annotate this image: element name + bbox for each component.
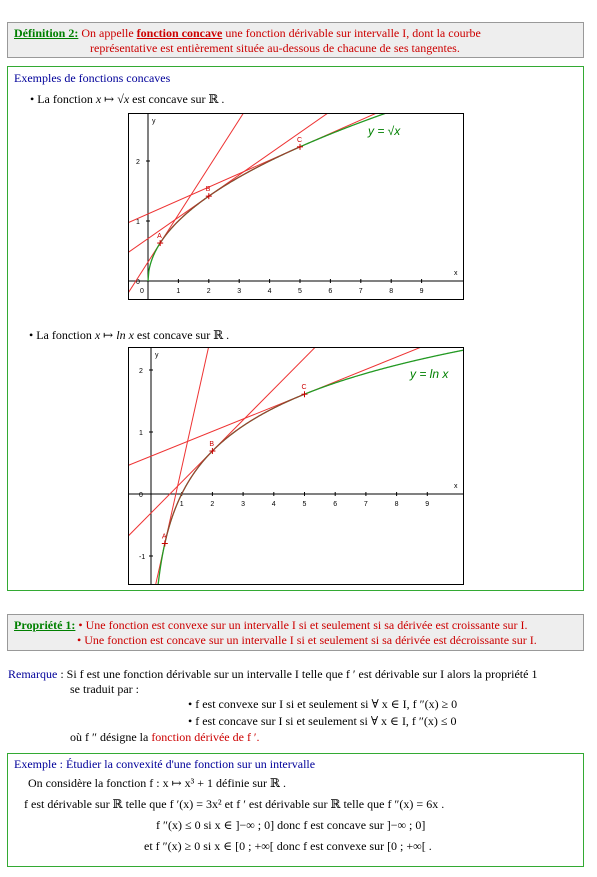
x-axis-label: x — [454, 270, 458, 277]
y-axis-label: y — [155, 352, 159, 359]
x-tick-label: 5 — [302, 501, 307, 508]
x-tick-label: 3 — [241, 501, 246, 508]
point-label: A — [161, 533, 167, 541]
remark-line3-b: fonction dérivée de f ′. — [151, 730, 260, 744]
x-tick-label: 4 — [267, 288, 272, 295]
x-axis-label: x — [454, 483, 458, 490]
example1-math: x ↦ √x — [95, 92, 130, 106]
example-item-ln: • La fonction x ↦ ln x est concave sur ℝ . — [29, 328, 230, 342]
x-tick-label: 5 — [298, 288, 302, 295]
example-item-sqrt: • La fonction x ↦ √x est concave sur ℝ . — [30, 92, 225, 106]
example2-text-a: La fonction — [36, 328, 95, 342]
definition-box — [7, 22, 584, 58]
y-axis-label: y — [152, 118, 156, 125]
property-line2: • Une fonction est concave sur un intervalle I si et seulement si sa dérivée est décroissante sur I. — [77, 633, 537, 647]
example2-line1: On considère la fonction f : x ↦ x³ + 1 définie sur ℝ . — [28, 776, 286, 790]
y-tick-label: 2 — [136, 159, 140, 166]
remark-line2: se traduit par : — [70, 682, 139, 696]
x-tick-label: 2 — [206, 288, 211, 295]
point-label: C — [297, 136, 303, 144]
y-tick-label: 2 — [139, 368, 143, 375]
x-tick-label: 4 — [271, 501, 276, 508]
example2-box — [7, 753, 584, 867]
property-line1: • Une fonction est convexe sur un intervalle I si et seulement si sa dérivée est croissante sur I. — [78, 618, 528, 632]
y-tick-label: 1 — [136, 219, 140, 226]
remark-label: Remarque — [8, 667, 58, 681]
remark-line3-a: où f ″ désigne la — [70, 730, 152, 744]
x-tick-label: 6 — [333, 501, 338, 508]
definition-label: Définition 2: — [14, 26, 79, 40]
definition-line1 — [14, 26, 577, 41]
example1-text-a: La fonction — [37, 92, 96, 106]
remark-bullet2: • f est concave sur I si et seulement si ∀ x ∈ I, f ″(x) ≤ 0 — [188, 714, 457, 728]
x-tick-label: 8 — [394, 501, 399, 508]
definition-text-a: On appelle — [81, 26, 137, 40]
example2-math: x ↦ ln x — [94, 328, 134, 342]
examples-title: Exemples de fonctions concaves — [14, 71, 171, 85]
definition-line2: représentative est entièrement située au-dessous de chacune de ses tangentes. — [90, 41, 460, 55]
example2-text-b: est concave sur ℝ . — [133, 328, 230, 342]
x-tick-label: 2 — [210, 501, 215, 508]
x-tick-label: 8 — [389, 288, 394, 295]
ln-graph — [128, 347, 464, 585]
example2-line2: f est dérivable sur ℝ telle que f ′(x) = 3x² et f ′ est dérivable sur ℝ telle que f ″(x) = 6x . — [24, 797, 445, 811]
remark-line3 — [70, 730, 260, 745]
x-tick-label: 1 — [179, 501, 184, 508]
x-tick-label: 0 — [140, 288, 144, 295]
point-label: A — [157, 233, 162, 241]
graph2-frame — [129, 348, 464, 585]
curve-label: y = ln x — [410, 367, 449, 381]
example2-line4: et f ″(x) ≥ 0 si x ∈ [0 ; +∞[ donc f est convexe sur [0 ; +∞[ . — [144, 839, 432, 853]
point-label: B — [205, 186, 211, 194]
point-label: B — [209, 441, 215, 449]
remark-bullet1: • f est convexe sur I si et seulement si ∀ x ∈ I, f ″(x) ≥ 0 — [188, 697, 458, 711]
x-tick-label: 7 — [358, 288, 363, 295]
example2-title: Exemple : Étudier la convexité d'une fonction sur un intervalle — [14, 757, 316, 771]
y-tick-label: 0 — [139, 492, 143, 499]
sqrt-graph — [128, 113, 464, 300]
y-tick-label: -1 — [139, 554, 146, 561]
point-label: C — [301, 384, 307, 392]
property-label: Propriété 1: — [14, 618, 76, 632]
definition-text-b: une fonction dérivable sur intervalle I, dont la courbe — [222, 26, 481, 40]
property-box — [7, 614, 584, 651]
x-tick-label: 7 — [363, 501, 368, 508]
remark-line1 — [8, 667, 537, 682]
example2-line3: f ″(x) ≤ 0 si x ∈ ]−∞ ; 0] donc f est concave sur ]−∞ ; 0] — [156, 818, 426, 832]
x-tick-label: 9 — [419, 288, 424, 295]
example1-text-b: est concave sur ℝ . — [129, 92, 225, 106]
x-tick-label: 6 — [328, 288, 333, 295]
y-tick-label: 0 — [136, 279, 140, 286]
definition-term: fonction concave — [136, 26, 223, 40]
graph1-frame — [129, 114, 464, 300]
x-tick-label: 3 — [237, 288, 242, 295]
y-tick-label: 1 — [139, 430, 143, 437]
x-tick-label: 9 — [425, 501, 430, 508]
remark-text: : Si f est une fonction dérivable sur un intervalle I telle que f ′ est dérivable sur I alors la propriété 1 — [57, 667, 538, 681]
x-tick-label: 1 — [176, 288, 181, 295]
curve-label: y = √x — [368, 124, 401, 138]
